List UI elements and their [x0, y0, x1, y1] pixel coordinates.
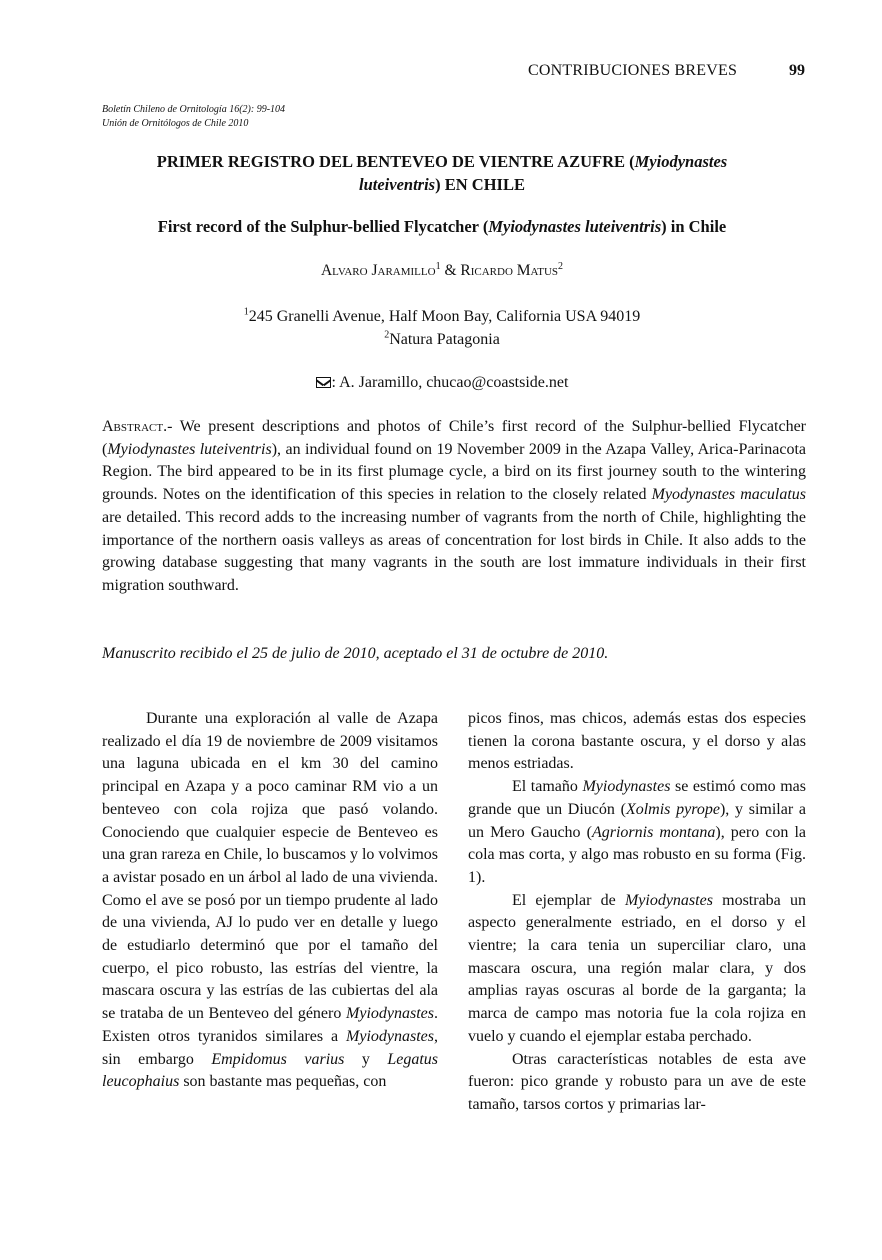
abstract: Abstract.- We present descriptions and photos of Chile’s first record of the Sulphur-bellied Flycatcher (Myiodynastes luteiventris), an individual found on 19 November 2009 in the Azapa Valley, Arica-Parinacota Region. The bird appeared to be in its first plumage cycle, a bird on its first journey south to the wintering grounds. Notes on the identification of this species in relation to the closely related Myodynastes maculatus are detailed. This record adds to the increasing number of vagrants from the north of Chile, highlighting the importance of the northern oasis valleys as areas of concentration for lost birds in Chile. It also adds to the growing database suggesting that many vagrants in the south are lost immature individuals in their first migration southward.	[102, 418, 807, 594]
affiliation-1: $^1$245 Granelli Avenue, Half Moon Bay, California USA 94019	[243, 306, 641, 325]
affiliation-2: $^2$Natura Patagonia	[384, 329, 500, 348]
body-paragraph: picos finos, mas chicos, además estas dos especies tienen la corona bastante oscura, y el dorso y alas menos estriadas.	[468, 710, 806, 773]
manuscript-dates: Manuscrito recibido el 25 de julio de 2010, aceptado el 31 de octubre de 2010.	[102, 645, 609, 662]
body-paragraph: El ejemplar de Myiodynastes mostraba un aspecto generalmente estriado, en el dorso y el vientre; la cara tenia un superciliar claro, una mascara oscura, una región malar clara, y dos amplias rayas oscuras al borde de la garganta; la marca de campo mas notoria fue la cola rojiza en vuelo y cuando el ejemplar estaba perchado.	[468, 891, 806, 1045]
body-paragraph: El tamaño Myiodynastes se estimó como mas grande que un Diucón (Xolmis pyrope), y similar a un Mero Gaucho (Agriornis montana), pero con la cola mas corta, y algo mas robusto en su forma (Fig. 1).	[468, 778, 807, 886]
body-paragraph: Durante una exploración al valle de Azapa realizado el día 19 de noviembre de 2009 visitamos una laguna ubicada en el km 30 del camino principal en Azapa y a poco caminar RM vio a un benteveo con cola rojiza que pasó volando. Conociendo que cualquier especie de Benteveo es una gran rareza en Chile, lo buscamos y lo volvimos a avistar posado en un árbol al lado de una vivienda. Como el ave se posó por un tiempo prudente al lado de una vivienda, AJ lo pudo ver en detalle y luego de estudiarlo determinó que por el tamaño del cuerpo, el pico robusto, las estrías del vientre, la mascara oscura y las estrías de las cubiertas del ala se trataba de un Benteveo del género Myiodynastes. Existen otros tyranidos similares a Myiodynastes, sin embargo Empidomus varius y Legatus leucophaius son bastante mas pequeñas, con	[102, 710, 439, 1091]
author-name: Alvaro Jaramillo	[320, 262, 436, 279]
body-column-right	[468, 708, 806, 1117]
page-number: 99	[789, 62, 805, 79]
title-english: First record of the Sulphur-bellied Flycatcher (Myiodynastes luteiventris) in Chile	[157, 217, 727, 236]
body-column-left	[102, 708, 438, 1094]
journal-publisher: Unión de Ornitólogos de Chile 2010	[102, 118, 249, 129]
journal-citation: Boletín Chileno de Ornitología 16(2): 99-104	[102, 104, 286, 115]
envelope-icon	[316, 377, 331, 388]
abstract-label: Abstract.-	[102, 418, 173, 435]
corresponding-author	[102, 374, 782, 392]
author-name: Ricardo Matus	[460, 262, 559, 279]
author-list: Alvaro Jaramillo$^1$ & Ricardo Matus$^2$	[320, 260, 564, 279]
running-header-section: CONTRIBUCIONES BREVES	[528, 62, 738, 79]
title-spanish: PRIMER REGISTRO DEL BENTEVEO DE VIENTRE AZUFRE (Myiodynastes luteiventris) EN CHILE	[156, 152, 728, 194]
contact-email: : A. Jaramillo, chucao@coastside.net	[331, 374, 569, 391]
body-paragraph: Otras características notables de esta ave fueron: pico grande y robusto para un ave de este tamaño, tarsos cortos y primarias lar-	[468, 1050, 806, 1113]
